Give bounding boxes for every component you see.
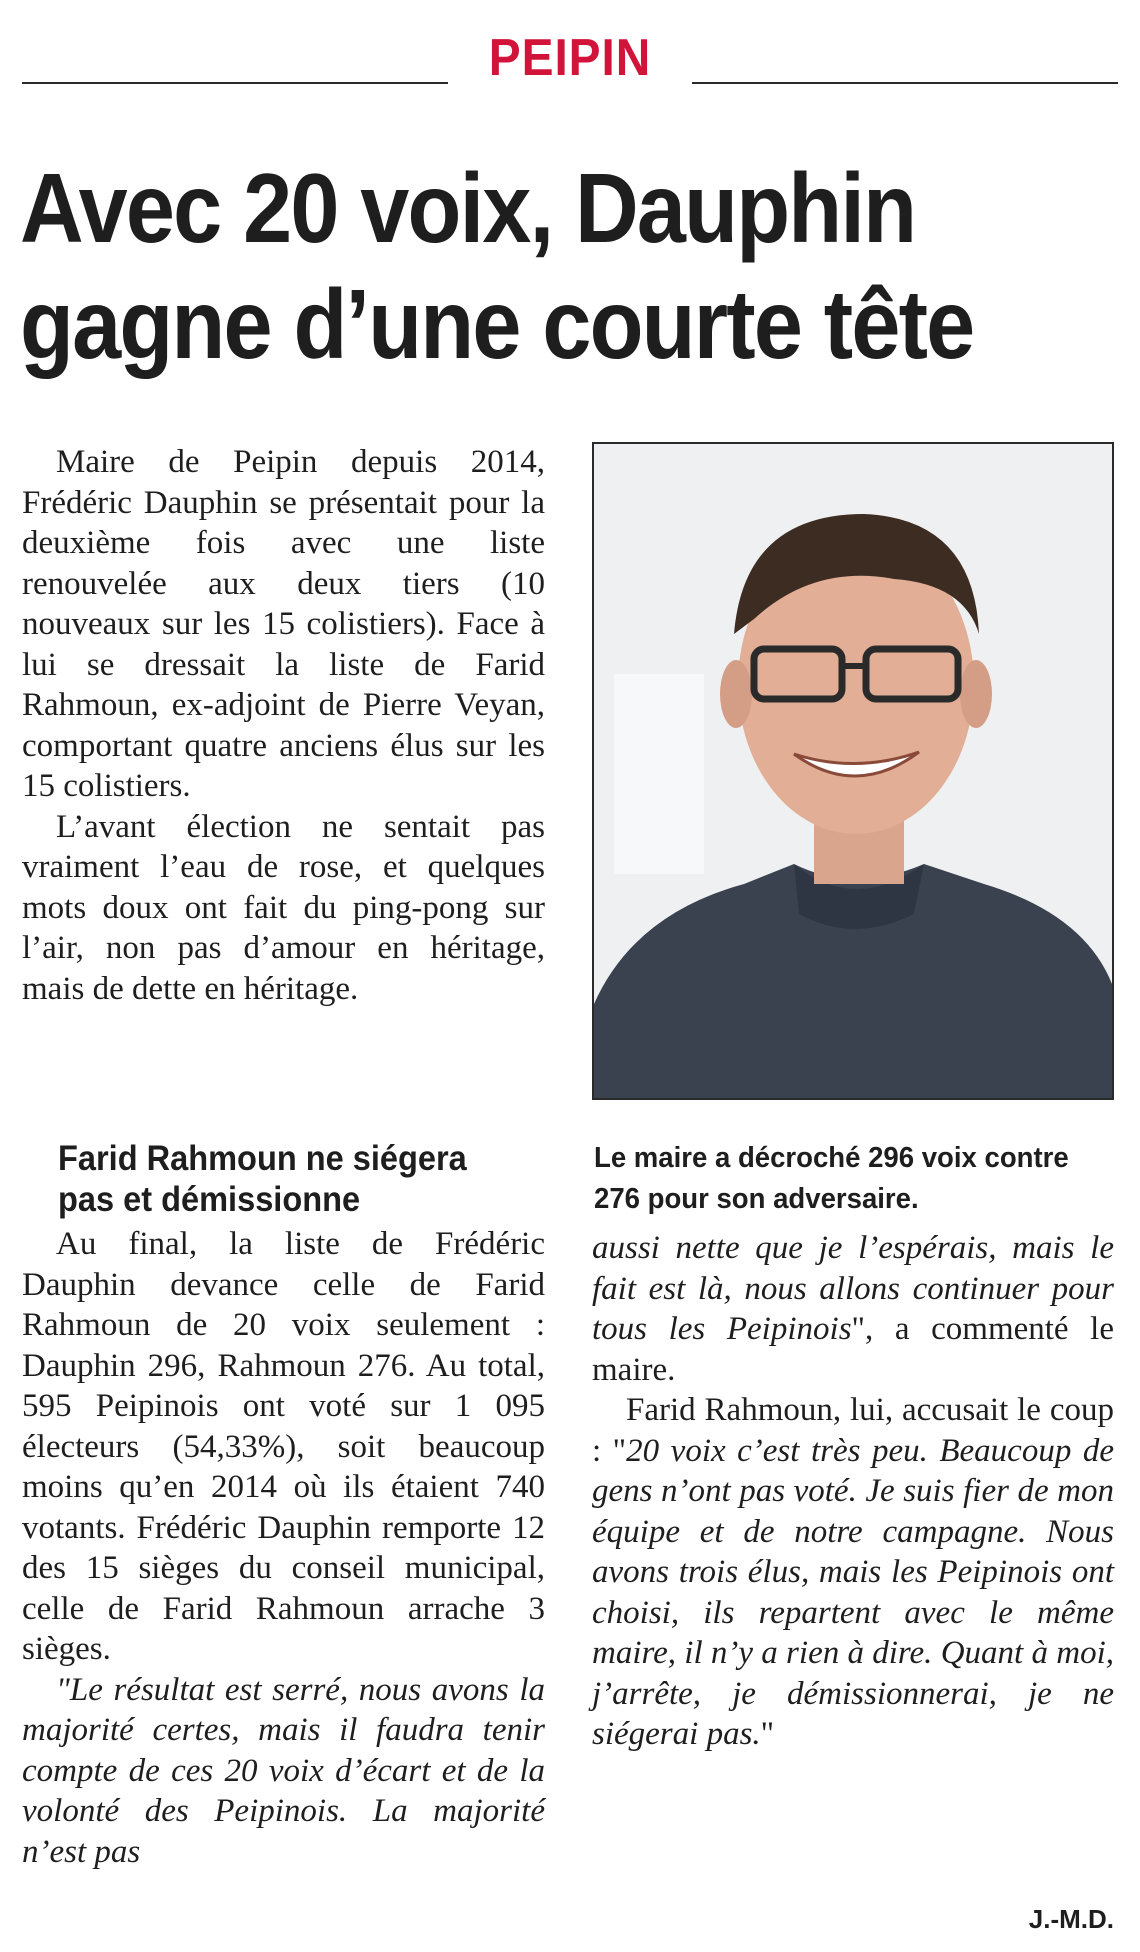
quote-paragraph-1 xyxy=(22,1670,545,1873)
headline-line-2: gagne d’une courte tête xyxy=(20,269,974,379)
intro-column xyxy=(22,442,545,1009)
body-paragraph-2 xyxy=(592,1390,1114,1755)
quote-2-close: " xyxy=(760,1716,775,1752)
subheading: Farid Rahmoun ne siégera pas et démissionne xyxy=(58,1139,467,1219)
body-paragraph-2-lead: Farid Rahmoun, lui, accusait le coup : " xyxy=(592,1392,1114,1469)
quote-1-part-1: "Le résultat est serré, nous avons la majorité certes, mais il faudra tenir compte de ces 20 voix d’écart et de la volonté des Peipinois. La majorité n’est pas xyxy=(22,1671,545,1870)
body-paragraph-1: Au final, la liste de Frédéric Dauphin devance celle de Farid Rahmoun de 20 voix seulement : Dauphin 296, Rahmoun 276. Au total, 595 Peipinois ont voté sur 1 095 électeurs (54,33%), soit beaucoup moins qu’en 2014 où ils étaient 740 votants. Frédéric Dauphin remporte 12 des 15 sièges du conseil municipal, celle de Farid Rahmoun arrache 3 sièges. xyxy=(22,1226,545,1667)
quote-2: 20 voix c’est très peu. Beaucoup de gens n’ont pas voté. Je suis fier de mon équipe et de notre campagne. Nous avons trois élus, mais les Peipinois ont choisi, ils repartent avec le même maire, il n’y a rien à dire. Quant à moi, j’arrête, je démissionnerai, je ne siégerai pas. xyxy=(592,1432,1114,1752)
section-header xyxy=(22,30,1118,86)
body-column-left xyxy=(22,1224,545,1872)
portrait-photo xyxy=(592,442,1114,1100)
body-column-right xyxy=(592,1228,1114,1755)
section-kicker: PEIPIN xyxy=(488,29,652,87)
quote-1-part-2: aussi nette que je l’espérais, mais le fait est là, nous allons continuer pour tous les Peipinois xyxy=(592,1230,1114,1347)
section-rule-right xyxy=(692,82,1118,84)
intro-paragraph-1: Maire de Peipin depuis 2014, Frédéric Dauphin se présentait pour la deuxième fois avec une liste renouvelée aux deux tiers (10 nouveaux sur les 15 colistiers). Face à lui se dressait la liste de Farid Rahmoun, ex-adjoint de Pierre Veyan, comportant quatre anciens élus sur les 15 colistiers. xyxy=(22,444,545,804)
quote-1-attribution: ", a commenté le maire. xyxy=(592,1311,1114,1388)
photo-caption: Le maire a décroché 296 voix contre 276 pour son adversaire. xyxy=(594,1142,1069,1215)
author-signature: J.-M.D. xyxy=(1028,1904,1114,1934)
intro-paragraph-2: L’avant élection ne sentait pas vraiment l’eau de rose, et quelques mots doux ont fait du ping-pong sur l’air, non pas d’amour en héritage, mais de dette en héritage. xyxy=(22,808,545,1007)
portrait-illustration xyxy=(594,444,1112,1098)
quote-continuation xyxy=(592,1228,1114,1390)
headline-line-1: Avec 20 voix, Dauphin xyxy=(20,153,916,263)
headline xyxy=(20,150,1010,382)
